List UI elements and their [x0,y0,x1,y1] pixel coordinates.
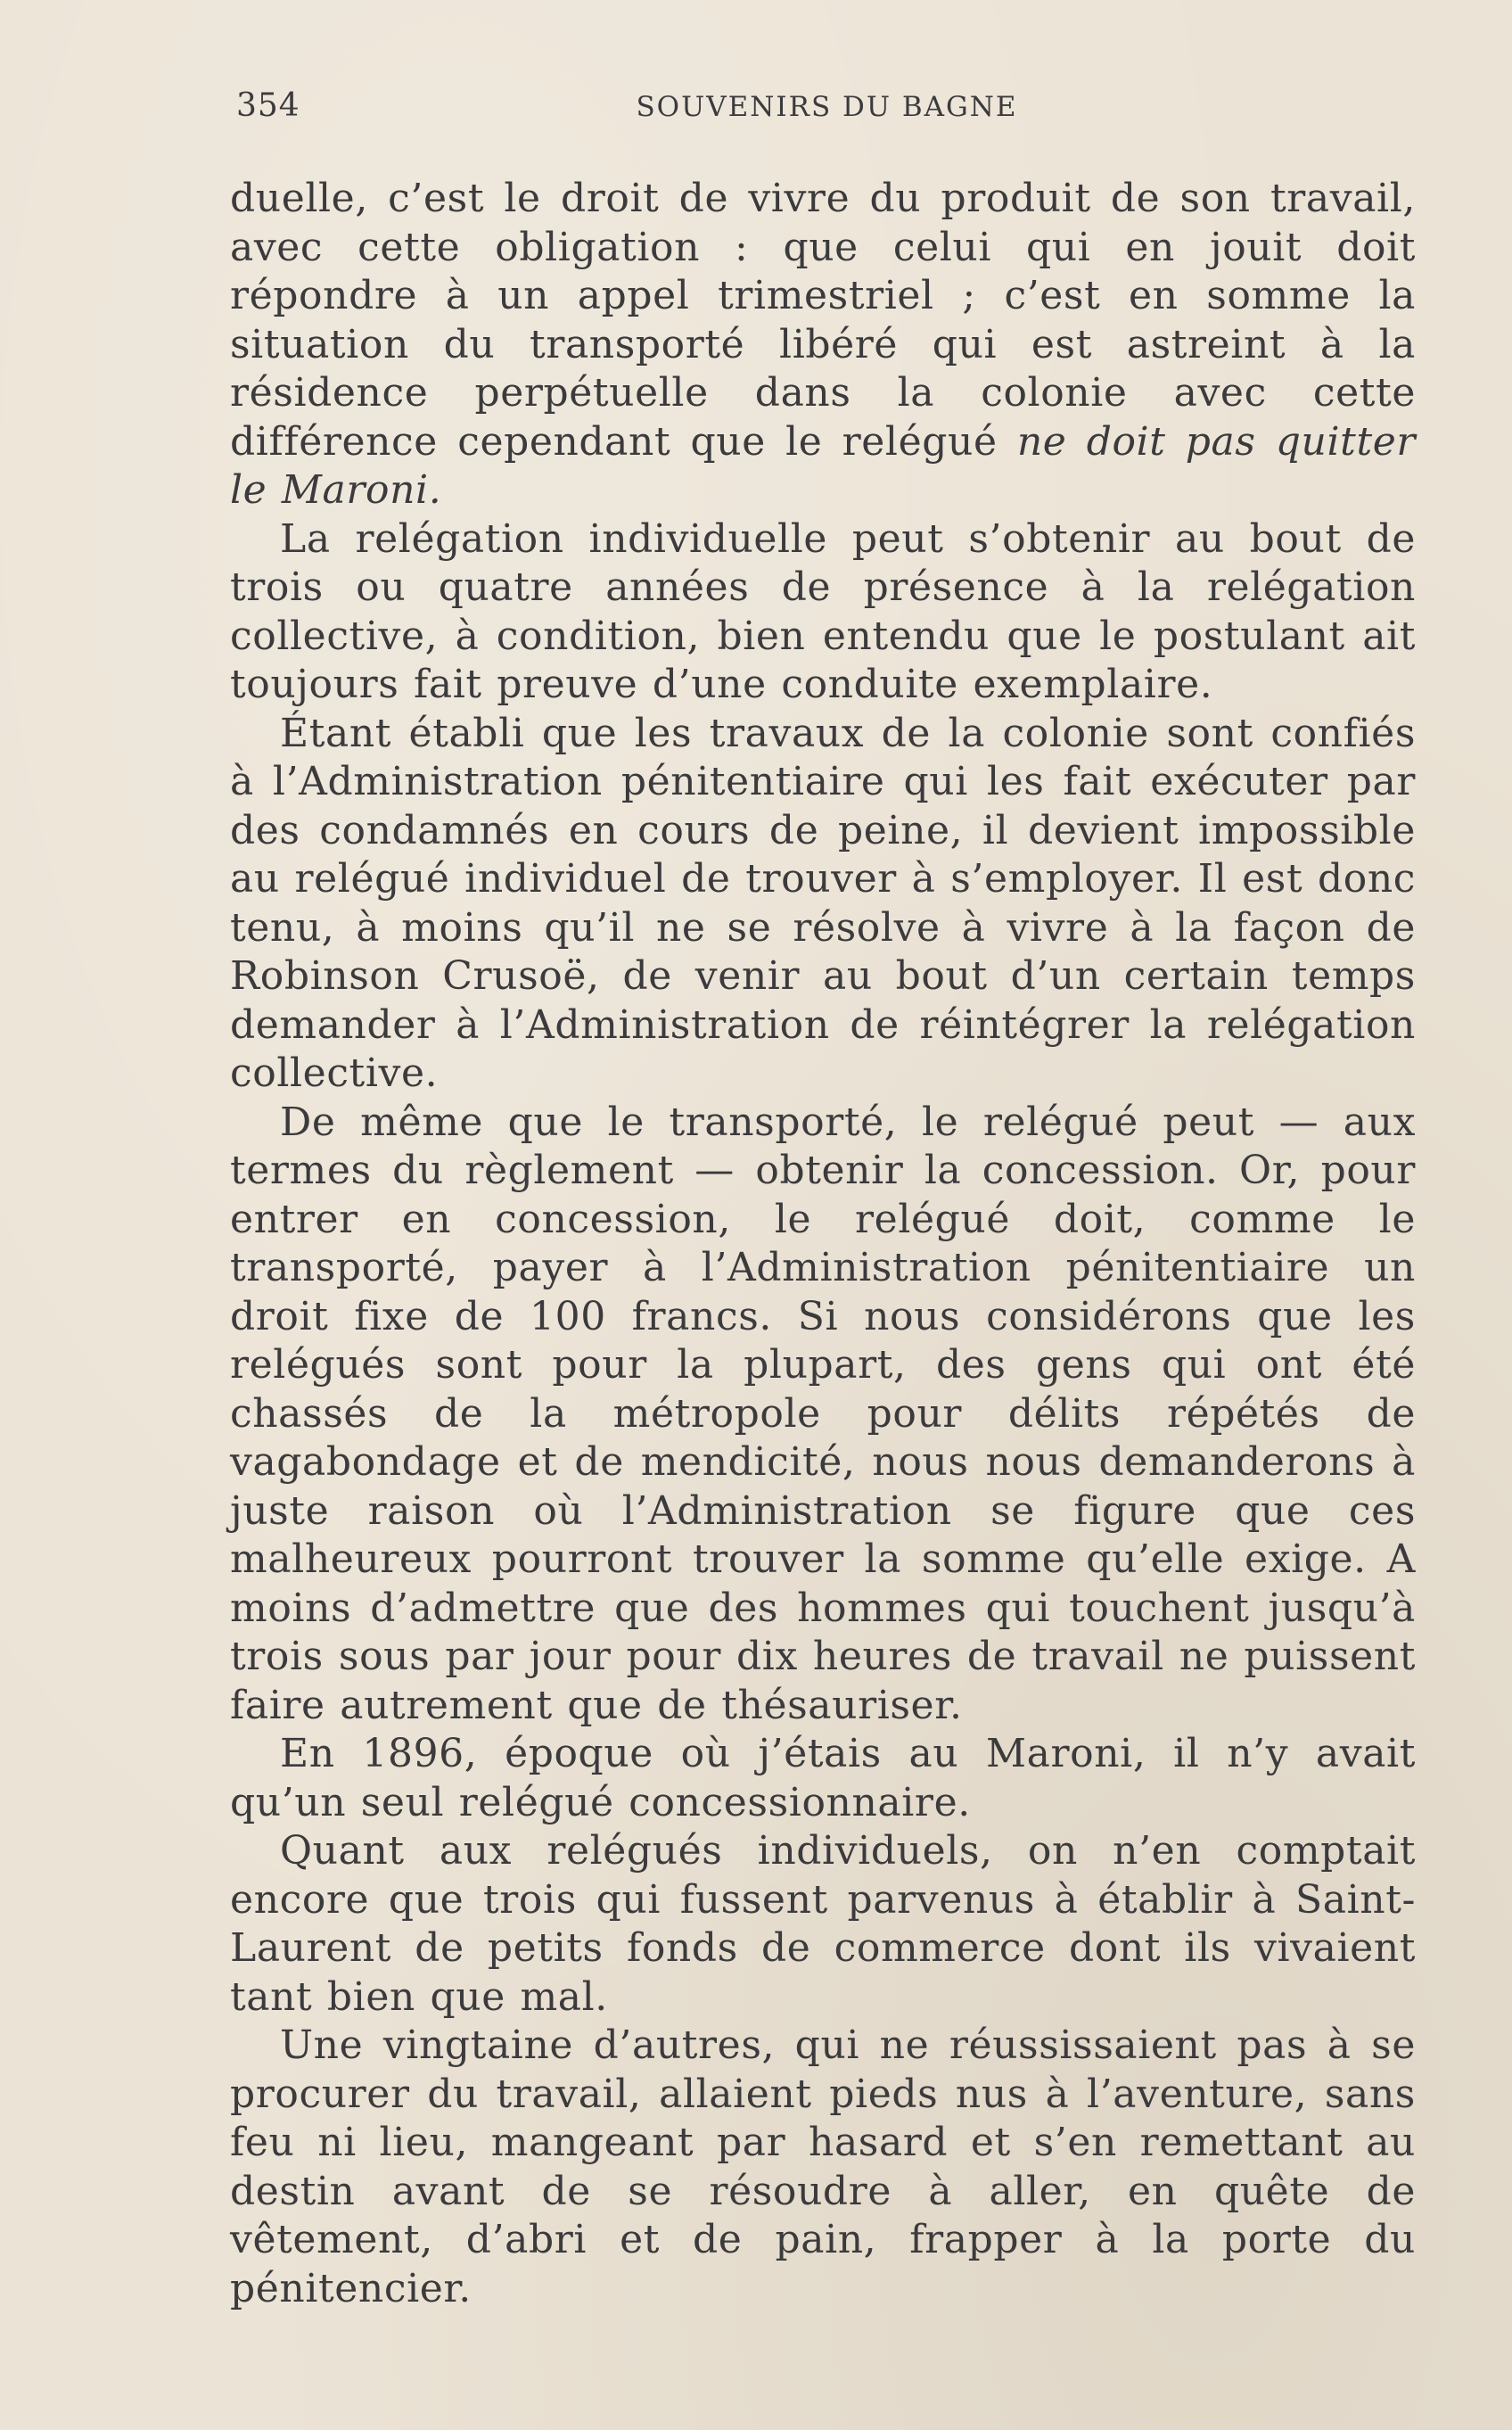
paragraph-4: De même que le transporté, le relégué peut — aux termes du règlement — obtenir la concession. Or, pour entrer en concession, le relégué doit, comme le transporté, payer à l’Administration pénitentiaire un droit fixe de 100 francs. Si nous considérons que les relégués sont pour la plupart, des gens qui ont été chassés de la métropole pour délits répétés de vagabondage et de mendicité, nous nous demanderons à juste raison où l’Administration se figure que ces malheureux pourront trouver la somme qu’elle exige. A moins d’admettre que des hommes qui touchent jusqu’à trois sous par jour pour dix heures de travail ne puissent faire autrement que de thésauriser. [230,1099,1416,1728]
paragraph-6: Quant aux relégués individuels, on n’en comptait encore que trois qui fussent parvenus à établir à Saint-Laurent de petits fonds de commerce dont ils vivaient tant bien que mal. [230,1828,1416,2020]
page-header [236,87,1418,134]
paragraph-2: La relégation individuelle peut s’obtenir au bout de trois ou quatre années de présence à la relégation collective, à condition, bien entendu que le postulant ait toujours fait preuve d’une conduite exemplaire. [230,515,1416,707]
page-number: 354 [236,87,300,124]
running-title: SOUVENIRS DU BAGNE [636,91,1018,123]
paragraph-3: Étant établi que les travaux de la colonie sont confiés à l’Administration pénitentiaire qui les fait exécuter par des condamnés en cours de peine, il devient impossible au relégué individuel de trouver à s’employer. Il est donc tenu, à moins qu’il ne se résolve à vivre à la façon de Robinson Crusoë, de venir au bout d’un certain temps demander à l’Administration de réintégrer la relégation collective. [230,710,1416,1096]
paragraph-5: En 1896, époque où j’étais au Maroni, il n’y avait qu’un seul relégué concessionnaire. [230,1731,1416,1825]
paragraph-7: Une vingtaine d’autres, qui ne réussissaient pas à se procurer du travail, allaient pieds nus à l’aventure, sans feu ni lieu, mangeant par hasard et s’en remettant au destin avant de se résoudre à aller, en quête de vêtement, d’abri et de pain, frapper à la porte du pénitencier. [230,2022,1416,2311]
body-text [230,175,1416,2313]
paragraph-1-text: duelle, c’est le droit de vivre du produit de son travail, avec cette obligation : que celui qui en jouit doit répondre à un appel trimestriel ; c’est en somme la situation du transporté libéré qui est astreint à la résidence perpétuelle dans la colonie avec cette différence cependant que le relégué [230,176,1416,465]
paragraph-1-italic: ne doit pas quitter le Maroni. [230,418,1417,513]
paragraph-1 [230,175,1416,515]
